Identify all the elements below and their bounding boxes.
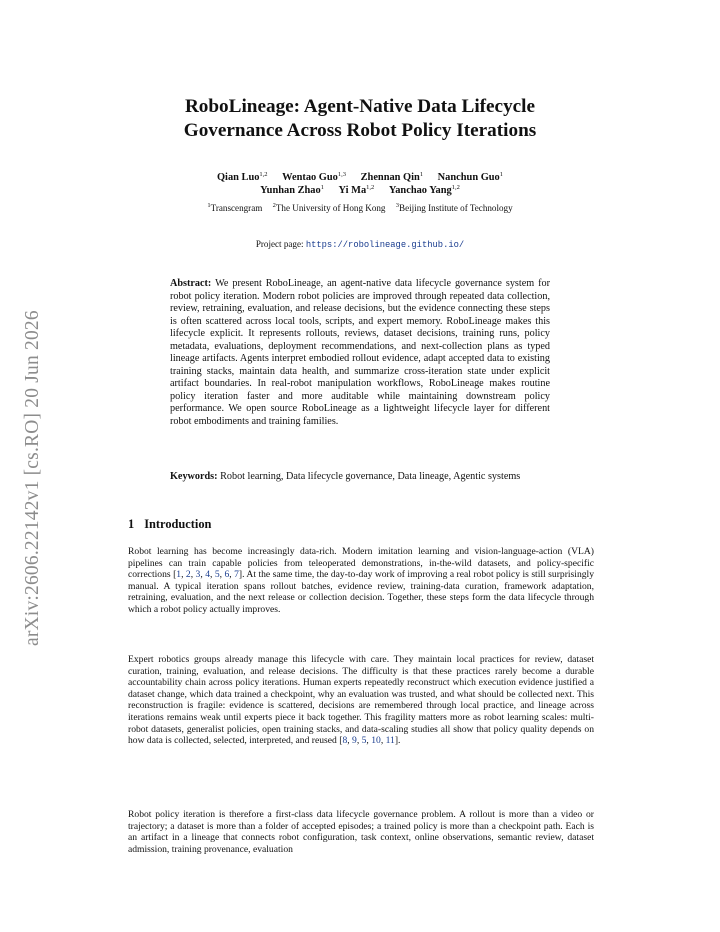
citation-link[interactable]: 10	[371, 735, 381, 747]
arxiv-identifier-text: arXiv:2606.22142v1 [cs.RO] 20 Jun 2026	[22, 310, 43, 646]
citation-list: 1, 2, 3, 4, 5, 6, 7	[176, 569, 239, 581]
author-list	[0, 172, 720, 197]
abstract-text: We present RoboLineage, an agent-native data lifecycle governance system for robot policy iteration. Modern robot policies are improved through repeated data collection, review, retraining, evaluation, and release decisions, but the evidence connecting these steps is often scattered across local tools, scripts, and expert memory. RoboLineage makes this lifecycle explicit. It represents rollouts, reviews, dataset decisions, training runs, policy metadata, evaluations, deployment recommendations, and next-collection plans as typed lineage artifacts. Agents interpret embodied rollout evidence, adapt accepted data to existing training stacks, maintain data health, and summarize cross-iteration state under explicit artifact boundaries. In real-robot manipulation workflows, RoboLineage makes routine policy iteration faster and more auditable while maintaining downstream policy performance. We open source RoboLineage as a lightweight lifecycle layer for different robot embodiments and training families.	[170, 278, 550, 427]
citation-list: 8, 9, 5, 10, 11	[342, 735, 395, 747]
paragraph-1: Robot learning has become increasingly data-rich. Modern imitation learning and vision-language-action (VLA) pipelines can train capable policies from teleoperated demonstrations, in-the-wild datasets, and policy-specific corrections [1, 2, 3, 4, 5, 6, 7]. At the same time, the day-to-day work of improving a real robot policy is still surprisingly manual. A typical iteration spans rollout batches, evidence review, training-data curation, framework adaptation, retraining, evaluation, and the next release or collection decision. Together, these steps form the data lifecycle through which a robot policy actually improves.	[128, 546, 595, 615]
section-title: Introduction	[144, 517, 212, 531]
project-page	[0, 239, 720, 250]
paragraph-2: Expert robotics groups already manage this lifecycle with care. They maintain local practices for review, dataset curation, training, evaluation, and release decisions. The difficulty is that these practices rarely become a durable accountability chain across policy iterations. Human experts repeatedly reconstruct which execution evidence justified a dataset change, which data trained a checkpoint, why an evaluation was trusted, and what should be collected next. This reconstruction is fragile: evidence is scattered, decisions are remembered through local practice, and lineage across iterations remains weak until experts piece it back together. This fragility matters more as robot learning scales: multi-robot datasets, generalist policies, open training stacks, and data-scaling studies all show that policy quality depends on how data is collected, selected, interpreted, and reused [8, 9, 5, 10, 11].	[128, 654, 594, 747]
abstract-label: Abstract:	[170, 278, 212, 289]
paragraph-3: Robot policy iteration is therefore a first-class data lifecycle governance problem. A rollout is more than a video or trajectory; a dataset is more than a folder of accepted episodes; a trained policy is more than a checkpoint path. Each is an artifact in a lineage that connects robot configuration, task context, online observations, semantic review, dataset admission, training provenance, evaluation	[128, 809, 594, 855]
author: Yunhan Zhao$^1$	[260, 183, 324, 196]
section-number: 1	[128, 517, 135, 531]
affiliation: $^2$The University of Hong Kong	[272, 202, 386, 213]
citation-link[interactable]: 1	[176, 569, 182, 581]
citation-link[interactable]: 5	[214, 569, 220, 581]
keywords-text: Robot learning, Data lifecycle governance, Data lineage, Agentic systems	[217, 471, 521, 482]
affiliations	[0, 203, 720, 213]
title-line-1: RoboLineage: Agent-Native Data Lifecycle	[184, 96, 536, 117]
author: Wentao Guo$^{1,3}$	[282, 171, 346, 183]
citation-link[interactable]: 7	[234, 569, 239, 581]
arxiv-identifier	[14, 258, 54, 658]
citation-link[interactable]: 8	[342, 735, 348, 747]
section-heading	[128, 517, 211, 532]
citation-link[interactable]: 2	[185, 569, 191, 581]
title-line-2: Governance Across Robot Policy Iterations	[183, 120, 537, 141]
affiliation: $^1$Transcengram	[207, 202, 263, 213]
project-page-label: Project page:	[255, 239, 306, 249]
author: Qian Luo$^{1,2}$	[216, 171, 268, 183]
author: Yi Ma$^{1,2}$	[338, 183, 375, 196]
citation-link[interactable]: 3	[195, 569, 201, 581]
author: Zhennan Qin$^1$	[360, 171, 424, 183]
citation-link[interactable]: 9	[352, 735, 357, 747]
author: Yanchao Yang$^{1,2}$	[388, 183, 460, 196]
abstract	[170, 278, 550, 428]
author-row-1	[0, 172, 720, 185]
citation-link[interactable]: 4	[205, 569, 210, 581]
affiliation: $^3$Beijing Institute of Technology	[395, 202, 513, 213]
citation-link[interactable]: 6	[224, 569, 230, 581]
author: Nanchun Guo$^1$	[437, 171, 504, 183]
paper-title	[0, 95, 720, 143]
keywords	[170, 471, 550, 484]
citation-link[interactable]: 11	[385, 735, 395, 747]
author-row-2	[0, 185, 720, 198]
keywords-label: Keywords:	[170, 471, 218, 482]
project-page-link[interactable]: https://robolineage.github.io/	[305, 240, 465, 250]
citation-link[interactable]: 5	[361, 735, 367, 747]
